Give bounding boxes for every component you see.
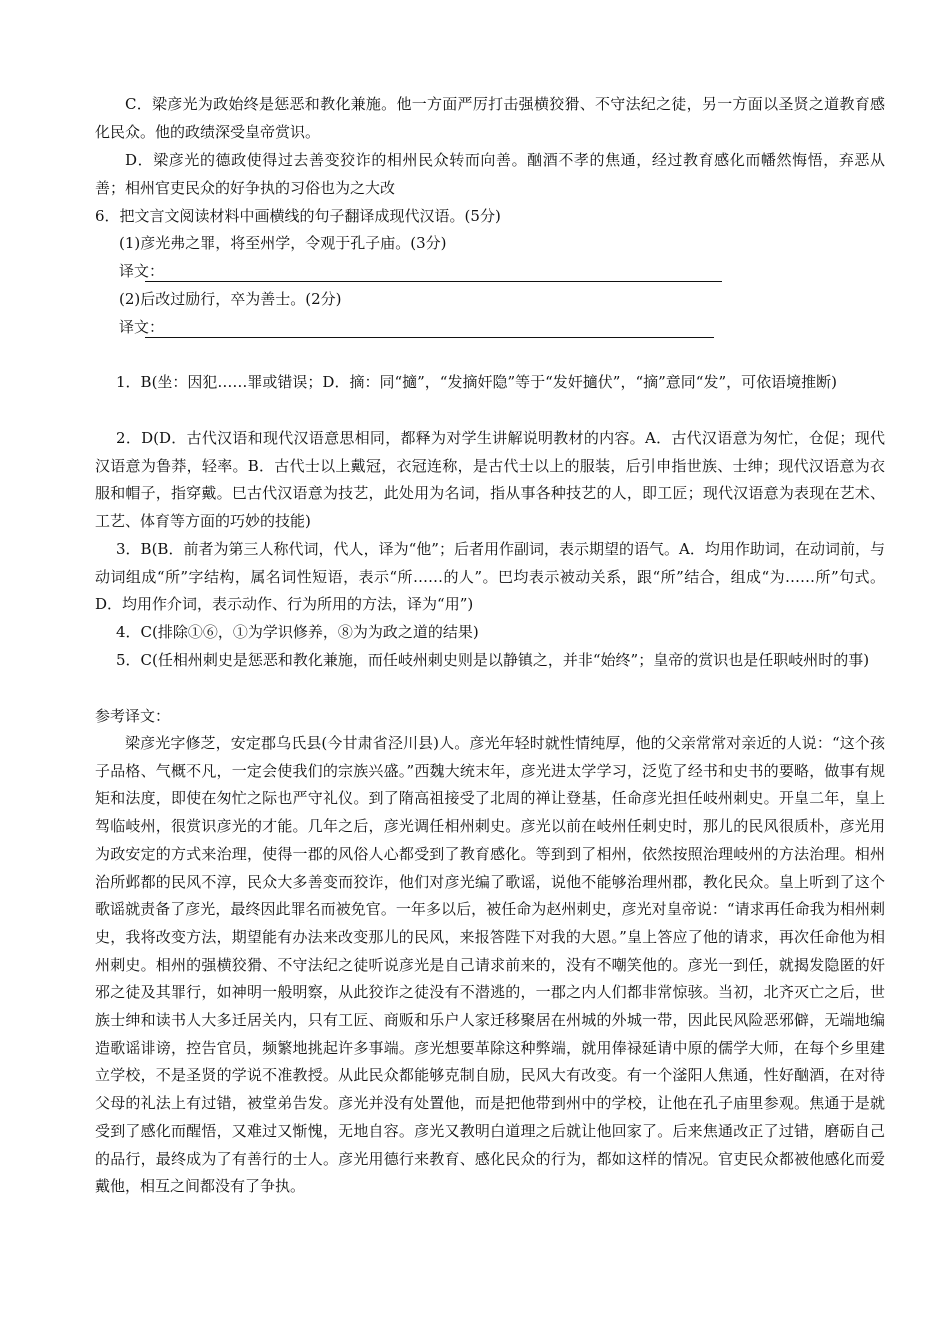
answer-label-1: 译文： <box>119 262 165 280</box>
question6-item2: (2)后改过励行，卒为善士。(2分) <box>119 290 342 308</box>
answer-1: 1．B(坐：因犯……罪或错误；D．摘：同“擿”，“发摘奸隐”等于“发奸擿伏”，“摘”意同“发”，可依语境推断) <box>116 373 837 391</box>
question6-stem: 6．把文言文阅读材料中画横线的句子翻译成现代汉语。(5分) <box>95 207 501 225</box>
answer-5: 5．C(任相州刺史是惩恶和教化兼施，而任岐州刺史则是以静镇之，并非“始终”；皇帝的赏识也是任职岐州时的事) <box>116 651 870 669</box>
answer-4: 4．C(排除①⑥，①为学识修养，⑧为为政之道的结果) <box>116 623 479 641</box>
answer-label-2: 译文： <box>119 318 165 336</box>
question6-item1: (1)彦光弗之罪，将至州学，令观于孔子庙。(3分) <box>119 234 447 252</box>
reference-translation: 梁彦光字修芝，安定郡乌氏县(今甘肃省泾川县)人。彦光年轻时就性情纯厚，他的父亲常常对亲近的人说：“这个孩子品格、气概不凡，一定会使我们的宗族兴盛。”西魏大统末年，彦光进太学学习，泛览了经书和史书的要略，做事有规矩和法度，即使在匆忙之际也严守礼仪。到了隋高祖接受了北周的禅让登基，任命彦光担任岐州刺史。开皇二年，皇上驾临岐州，很赏识彦光的才能。几年之后，彦光调任相州刺史。彦光以前在岐州任刺史时，那儿的民风很质朴，彦光用为政安定的方式来治理，使得一郡的风俗人心都受到了教育感化。等到到了相州，依然按照治理岐州的方法治理。相州治所邺都的民风不淳，民众大多善变而狡诈，他们对彦光编了歌谣，说他不能够治理州郡，教化民众。皇上听到了这个歌谣就责备了彦光，最终因此罪名而被免官。一年多以后，被任命为赵州刺史，彦光对皇帝说：“请求再任命我为相州刺史，我将改变方法，期望能有办法来改变那儿的民风，来报答陛下对我的大恩。”皇上答应了他的请求，再次任命他为相州刺史。相州的强横狡猾、不守法纪之徒听说彦光是自己请求前来的，没有不嘲笑他的。彦光一到任，就揭发隐匿的奸邪之徒及其罪行，如神明一般明察，从此狡诈之徒没有不潜逃的，一郡之内人们都非常惊骇。当初，北齐灭亡之后，世族士绅和读书人大多迁居关内，只有工匠、商贩和乐户人家迁移聚居在州城的外城一带，因此民风险恶邪僻，无端地编造歌谣诽谤，控告官员，频繁地挑起许多事端。彦光想要革除这种弊端，就用俸禄延请中原的儒学大师，在每个乡里建立学校，不是圣贤的学说不准教授。从此民众都能够克制自励，民风大有改变。有一个滏阳人焦通，性好酗酒，在对待父母的礼法上有过错，被堂弟告发。彦光并没有处置他，而是把他带到州中的学校，让他在孔子庙里参观。焦通于是就受到了感化而醒悟，又难过又惭愧，无地自容。彦光又教明白道理之后就让他回家了。后来焦通改正了过错，磨砺自己的品行，最终成为了有善行的士人。彦光用德行来教育、感化民众的行为，都如这样的情况。官吏民众都被他感化而爱戴他，相互之间都没有了争执。 <box>95 734 885 1196</box>
answer-2: 2．D(D．古代汉语和现代汉语意思相同，都释为对学生讲解说明教材的内容。A．古代汉语意为匆忙，仓促；现代汉语意为鲁莽，轻率。B．古代士以上戴冠，衣冠连称，是古代士以上的服装，后引申指世族、士绅；现代汉语意为衣服和帽子，指穿戴。巳古代汉语意为技艺，此处用为名词，指从事各种技艺的人，即工匠；现代汉语意为表现在艺术、工艺、体育等方面的巧妙的技能) <box>95 429 885 531</box>
option-d: D．梁彦光的德政使得过去善变狡诈的相州民众转而向善。酗酒不孝的焦通，经过教育感化而幡然悔悟，弃恶从善；相州官吏民众的好争执的习俗也为之大改 <box>95 151 885 197</box>
reference-title: 参考译文： <box>95 707 171 725</box>
option-c: C．梁彦光为政始终是惩恶和教化兼施。他一方面严厉打击强横狡猾、不守法纪之徒，另一方面以圣贤之道教育感化民众。他的政绩深受皇帝赏识。 <box>95 95 885 141</box>
answer-blank-2[interactable] <box>145 337 714 338</box>
answer-blank-1[interactable] <box>145 281 722 282</box>
answer-3: 3．B(B．前者为第三人称代词，代人，译为“他”；后者用作副词，表示期望的语气。A．均用作助词，在动词前，与动词组成“所”字结构，属名词性短语，表示“所……的人”。巴均表示被动关系，跟“所”结合，组成“为……所”句式。D．均用作介词，表示动作、行为所用的方法，译为“用”) <box>95 540 885 614</box>
